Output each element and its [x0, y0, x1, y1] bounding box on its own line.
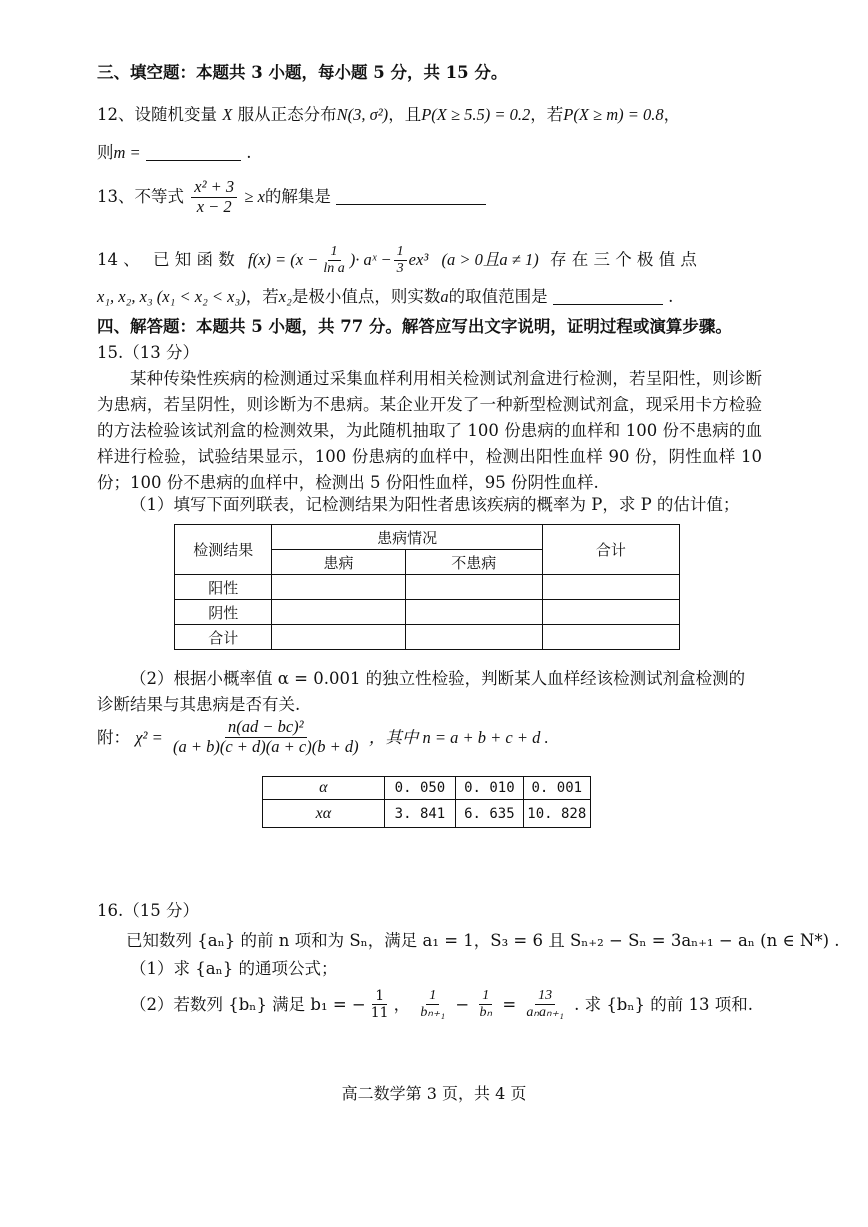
section4-heading: 四、解答题：本题共 5 小题，共 77 分。解答应写出文字说明，证明过程或演算步骤。 — [97, 317, 732, 336]
q13-text: 的解集是 — [264, 186, 331, 206]
question-14-line2 — [97, 286, 673, 307]
q12-text: 则 — [97, 143, 114, 162]
table-cell[interactable] — [542, 625, 679, 650]
q13-numerator: x² + 3 — [191, 178, 237, 198]
question-15-part2-line1: （2）根据小概率值 α = 0.001 的独立性检验，判断某人血样经该检测试剂盒检测的 — [130, 669, 746, 688]
q12-text: ，若 — [530, 105, 564, 124]
q12-text: 服从正态分布 — [237, 105, 337, 124]
q12-probability-2: P(X ≥ m) = 0.8 — [563, 105, 664, 124]
alpha-value: 0. 010 — [456, 777, 523, 800]
question-16-part1: （1）求 {aₙ} 的通项公式； — [130, 959, 338, 978]
q12-variable: X — [222, 105, 233, 124]
row-label-positive: 阳性 — [175, 575, 272, 600]
table-cell[interactable] — [405, 625, 542, 650]
critical-value-table — [262, 776, 591, 828]
table-cell[interactable] — [405, 575, 542, 600]
q16-frac-3 — [477, 988, 496, 1021]
q16-frac-num: 13 — [535, 988, 555, 1005]
question-15-part1: （1）填写下面列联表，记检测结果为阳性者患该疾病的概率为 P，求 P 的估计值； — [130, 495, 740, 514]
alpha-value: 0. 001 — [523, 777, 590, 800]
critical-value: 10. 828 — [523, 800, 590, 828]
q16-part2-text: （2）若数列 {bₙ} 满足 b₁ = − — [130, 994, 366, 1014]
question-16-stem: 已知数列 {aₙ} 的前 n 项和为 Sₙ，满足 a₁ = 1，S₃ = 6 且 Sₙ₊₂ − Sₙ = 3aₙ₊₁ − aₙ (n ∈ N*) . — [126, 931, 840, 950]
q16-frac-den: bₙ₊₁ — [420, 1005, 446, 1021]
question-12-line2 — [97, 142, 251, 163]
q16-part2-text: . 求 {bₙ} 的前 13 项和. — [574, 994, 753, 1014]
q14-answer-blank[interactable] — [553, 288, 663, 306]
q12-answer-var: m = — [113, 143, 141, 162]
q14-a: a — [440, 287, 449, 306]
q13-text: 不等式 — [134, 186, 184, 206]
question-15-part2-line2: 诊断结果与其患病是否有关. — [97, 695, 301, 714]
q14-fraction-1 — [320, 244, 347, 277]
chi-fraction — [170, 718, 362, 757]
q13-fraction — [191, 178, 237, 217]
q16-frac-den: 11 — [370, 1005, 389, 1022]
header-result: 检测结果 — [175, 525, 272, 575]
q14-function: ex³ — [408, 250, 429, 270]
q12-answer-blank[interactable] — [146, 144, 241, 162]
q16-frac-4 — [523, 988, 566, 1021]
alpha-value: 0. 050 — [384, 777, 455, 800]
q16-comma: ， — [393, 994, 411, 1014]
header-status: 患病情况 — [272, 525, 542, 550]
header-not-sick: 不患病 — [405, 550, 542, 575]
section3-heading: 三、填空题：本题共 3 小题，每小题 5 分，共 15 分。 — [97, 63, 508, 82]
alpha-label: α — [263, 777, 385, 800]
question-16-part2 — [130, 988, 753, 1021]
table-cell[interactable] — [272, 600, 405, 625]
q16-minus: − — [455, 994, 470, 1014]
q14-period: . — [668, 287, 674, 306]
q12-probability-1: P(X ≥ 5.5) = 0.2 — [421, 105, 531, 124]
x-alpha-label: xα — [263, 800, 385, 828]
chi-where: ，其中 n = a + b + c + d . — [368, 727, 549, 747]
table-cell[interactable] — [542, 600, 679, 625]
q14-function: f(x) = (x − — [248, 250, 319, 270]
q14-x2: x₂ — [278, 287, 292, 306]
q12-period: . — [246, 143, 252, 162]
q16-frac-num: 1 — [479, 988, 492, 1005]
q14-frac1-num: 1 — [328, 244, 341, 261]
row-label-negative: 阴性 — [175, 600, 272, 625]
q14-function: )· aˣ − — [349, 250, 392, 270]
q16-frac-den: bₙ — [479, 1005, 493, 1021]
q12-distribution: N(3, σ²) — [336, 105, 389, 124]
page-footer: 高二数学第 3 页，共 4 页 — [341, 1084, 527, 1103]
critical-value: 6. 635 — [456, 800, 523, 828]
question-13 — [97, 178, 486, 217]
q14-number: 14 、 — [97, 250, 140, 270]
q13-answer-blank[interactable] — [336, 187, 486, 205]
q14-text: 已 知 函 数 — [153, 250, 235, 270]
q16-equals: = — [502, 994, 517, 1014]
q14-fraction-2 — [394, 244, 407, 277]
q14-frac2-den: 3 — [396, 261, 404, 277]
q16-frac-num: 1 — [426, 988, 439, 1005]
q13-number: 13、 — [97, 186, 135, 206]
q14-frac1-den: ln a — [323, 261, 345, 277]
question-15-stem: 某种传染性疾病的检测通过采集血样利用相关检测试剂盒进行检测，若呈阳性，则诊断为患病，若呈阴性，则诊断为不患病。某企业开发了一种新型检测试剂盒，现采用卡方检验的方法检验该试剂盒的检测效果，为此随机抽取了 100 份患病的血样和 100 份不患病的血样进行检验，试验结果显示，100 份患病的血样中，检测出阳性血样 90 份，阴性血样 10 份；100 份不患病的血样中，检测出 5 份阳性血样，95 份阴性血样. — [97, 369, 762, 492]
question-15-number: 15.（13 分） — [97, 343, 199, 362]
question-14-line1 — [97, 244, 767, 277]
chi-denominator: (a + b)(c + d)(a + c)(b + d) — [172, 736, 359, 756]
chi-square-formula — [97, 718, 549, 757]
q16-frac-1 — [368, 988, 392, 1021]
question-16-number: 16.（15 分） — [97, 901, 199, 920]
contingency-table — [174, 524, 680, 650]
q16-frac-den: aₙaₙ₊₁ — [526, 1005, 564, 1021]
header-total: 合计 — [542, 525, 679, 575]
q13-inequality: ≥ x — [244, 186, 265, 206]
q14-frac2-num: 1 — [394, 244, 407, 261]
q13-denominator: x − 2 — [196, 196, 232, 216]
q14-text: 存 在 三 个 极 值 点 — [549, 250, 697, 270]
q12-text: ，且 — [388, 105, 422, 124]
table-cell[interactable] — [405, 600, 542, 625]
header-sick: 患病 — [272, 550, 405, 575]
row-label-total: 合计 — [175, 625, 272, 650]
table-cell[interactable] — [272, 625, 405, 650]
appendix-label: 附： — [97, 727, 130, 747]
q12-number: 12、 — [97, 105, 135, 124]
q14-condition: (a > 0且a ≠ 1) — [441, 250, 539, 270]
chi-symbol: χ² = — [135, 727, 163, 747]
q14-text: ，若 — [245, 287, 279, 306]
q16-frac-2 — [417, 988, 448, 1021]
q16-frac-num: 1 — [372, 988, 387, 1005]
chi-numerator: n(ad − bc)² — [225, 718, 307, 738]
q14-text: 是极小值点，则实数 — [291, 287, 441, 306]
q12-text: ， — [663, 105, 681, 124]
q12-text: 设随机变量 — [134, 105, 217, 124]
question-12-line1 — [97, 104, 680, 125]
critical-value: 3. 841 — [384, 800, 455, 828]
table-cell[interactable] — [542, 575, 679, 600]
table-cell[interactable] — [272, 575, 405, 600]
q14-points: x₁, x₂, x₃ (x₁ < x₂ < x₃) — [97, 287, 246, 306]
q14-text: 的取值范围是 — [448, 287, 548, 306]
